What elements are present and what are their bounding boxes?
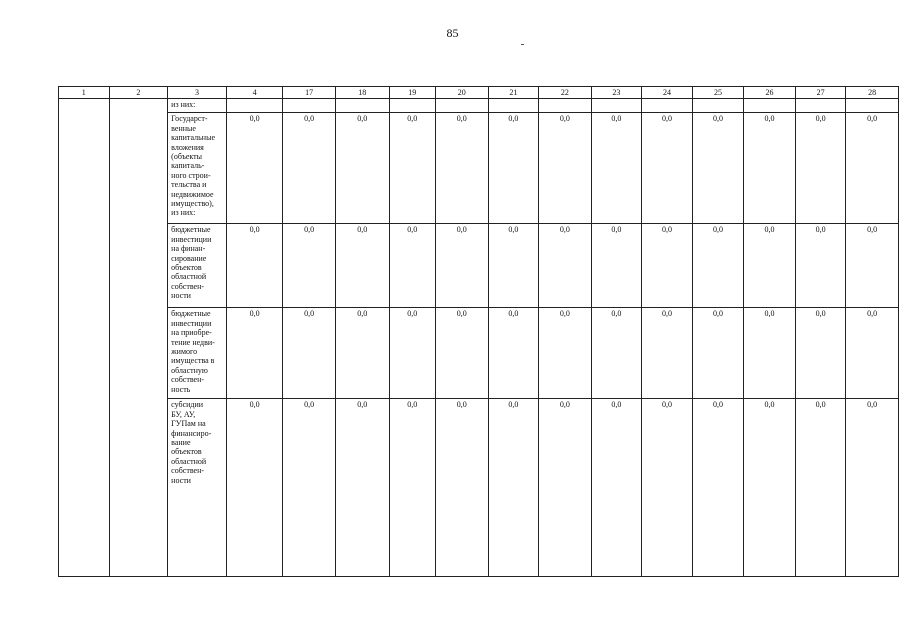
value-cell <box>335 99 389 113</box>
column-number: 22 <box>539 87 592 99</box>
value-cell <box>744 99 796 113</box>
value-cell: 0,0 <box>335 113 389 224</box>
value-cell: 0,0 <box>846 399 899 577</box>
value-cell <box>591 99 642 113</box>
value-cell: 0,0 <box>591 113 642 224</box>
value-cell: 0,0 <box>283 399 336 577</box>
value-cell: 0,0 <box>642 113 693 224</box>
table-row <box>59 224 899 308</box>
value-cell: 0,0 <box>744 399 796 577</box>
value-cell: 0,0 <box>283 113 336 224</box>
value-cell: 0,0 <box>692 399 744 577</box>
value-cell: 0,0 <box>389 224 435 308</box>
table-row <box>59 308 899 399</box>
value-cell: 0,0 <box>591 224 642 308</box>
value-cell: 0,0 <box>389 308 435 399</box>
value-cell <box>435 99 488 113</box>
value-cell: 0,0 <box>226 113 283 224</box>
value-cell: 0,0 <box>591 399 642 577</box>
value-cell: 0,0 <box>846 113 899 224</box>
value-cell: 0,0 <box>435 224 488 308</box>
value-cell <box>795 99 846 113</box>
value-cell: 0,0 <box>539 399 592 577</box>
table-row <box>59 99 899 113</box>
value-cell <box>283 99 336 113</box>
value-cell: 0,0 <box>795 399 846 577</box>
value-cell: 0,0 <box>846 224 899 308</box>
value-cell: 0,0 <box>692 113 744 224</box>
column-number: 28 <box>846 87 899 99</box>
table-row <box>59 113 899 224</box>
col2-merged-cell <box>109 99 168 577</box>
value-cell: 0,0 <box>744 308 796 399</box>
value-cell: 0,0 <box>488 308 539 399</box>
value-cell: 0,0 <box>642 224 693 308</box>
value-cell: 0,0 <box>488 113 539 224</box>
column-number: 27 <box>795 87 846 99</box>
value-cell: 0,0 <box>539 308 592 399</box>
value-cell <box>846 99 899 113</box>
value-cell: 0,0 <box>692 308 744 399</box>
column-number: 26 <box>744 87 796 99</box>
value-cell: 0,0 <box>795 308 846 399</box>
column-number: 21 <box>488 87 539 99</box>
value-cell: 0,0 <box>226 399 283 577</box>
value-cell: 0,0 <box>692 224 744 308</box>
budget-table <box>58 86 899 577</box>
column-number: 19 <box>389 87 435 99</box>
value-cell <box>642 99 693 113</box>
value-cell: 0,0 <box>389 113 435 224</box>
page-number: 85 <box>446 26 459 40</box>
column-number: 24 <box>642 87 693 99</box>
value-cell: 0,0 <box>435 399 488 577</box>
value-cell: 0,0 <box>642 308 693 399</box>
value-cell: 0,0 <box>335 308 389 399</box>
value-cell: 0,0 <box>539 113 592 224</box>
col1-merged-cell <box>59 99 110 577</box>
table-row <box>59 399 899 577</box>
value-cell <box>488 99 539 113</box>
value-cell <box>692 99 744 113</box>
scan-speck <box>521 44 524 45</box>
column-number: 18 <box>335 87 389 99</box>
column-number: 17 <box>283 87 336 99</box>
row-label: Государст- венные капитальные вложения (объекты капиталь- ного строи- тельства и недвижимое имущество), из них: <box>168 113 227 224</box>
column-number-row <box>59 87 899 99</box>
column-number: 23 <box>591 87 642 99</box>
value-cell: 0,0 <box>795 224 846 308</box>
value-cell: 0,0 <box>539 224 592 308</box>
value-cell: 0,0 <box>846 308 899 399</box>
value-cell: 0,0 <box>642 399 693 577</box>
value-cell: 0,0 <box>283 308 336 399</box>
row-label: субсидии БУ, АУ, ГУПам на финансиро- вание объектов областной собствен- ности <box>168 399 227 577</box>
value-cell: 0,0 <box>488 224 539 308</box>
value-cell: 0,0 <box>226 224 283 308</box>
value-cell <box>389 99 435 113</box>
value-cell: 0,0 <box>795 113 846 224</box>
value-cell: 0,0 <box>744 224 796 308</box>
column-number: 2 <box>109 87 168 99</box>
column-number: 4 <box>226 87 283 99</box>
value-cell: 0,0 <box>226 308 283 399</box>
value-cell: 0,0 <box>283 224 336 308</box>
value-cell: 0,0 <box>591 308 642 399</box>
value-cell: 0,0 <box>435 113 488 224</box>
value-cell: 0,0 <box>335 224 389 308</box>
row-label: из них: <box>168 99 227 113</box>
value-cell <box>539 99 592 113</box>
column-number: 20 <box>435 87 488 99</box>
column-number: 1 <box>59 87 110 99</box>
column-number: 25 <box>692 87 744 99</box>
column-number: 3 <box>168 87 227 99</box>
value-cell: 0,0 <box>744 113 796 224</box>
value-cell: 0,0 <box>335 399 389 577</box>
row-label: бюджетные инвестиции на финан- сирование объектов областной собствен- ности <box>168 224 227 308</box>
value-cell: 0,0 <box>435 308 488 399</box>
value-cell: 0,0 <box>389 399 435 577</box>
value-cell <box>226 99 283 113</box>
value-cell: 0,0 <box>488 399 539 577</box>
row-label: бюджетные инвестиции на приобре- тение недви- жимого имущества в областную собствен- ность <box>168 308 227 399</box>
